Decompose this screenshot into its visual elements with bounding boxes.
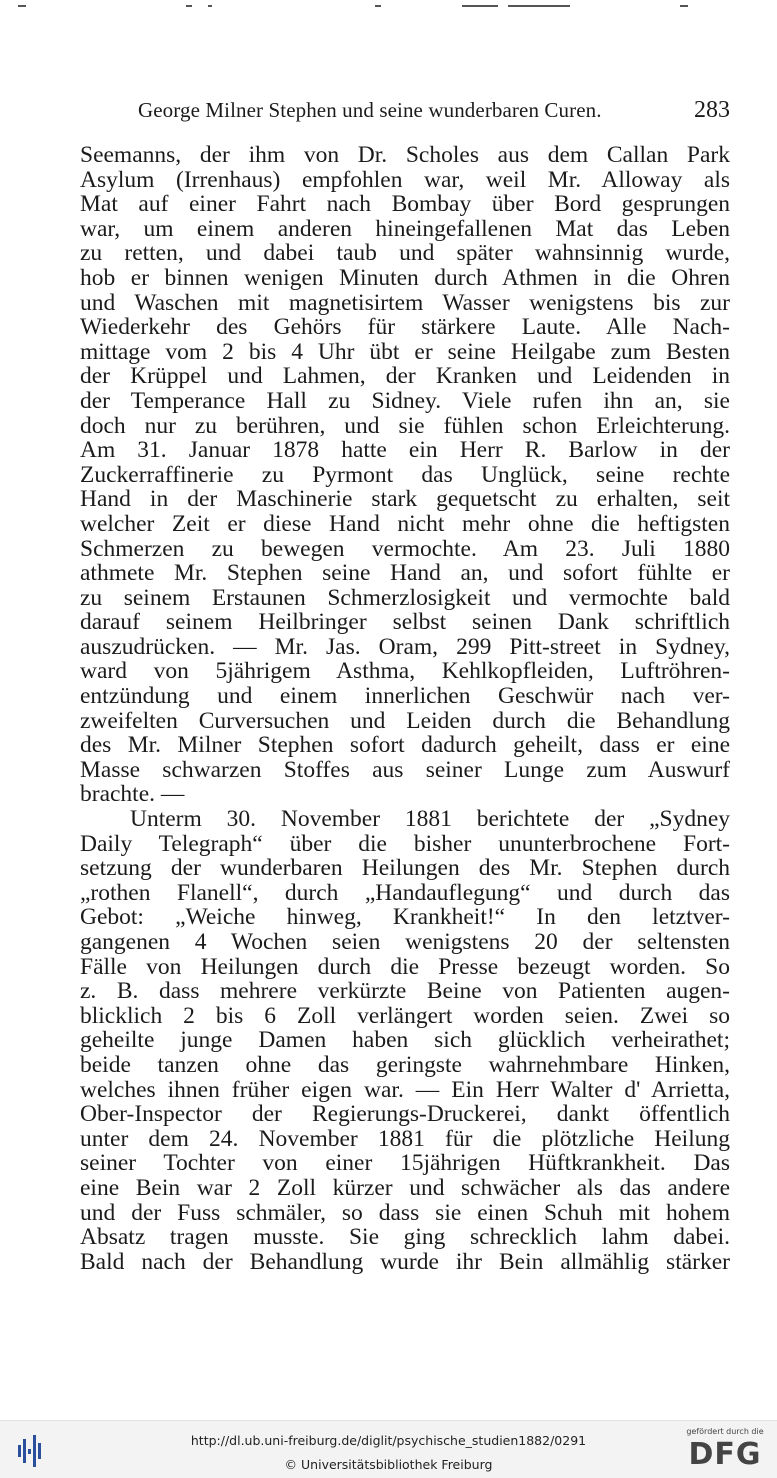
source-url-link[interactable]: http://dl.ub.uni-freiburg.de/diglit/psychische_studien1882/0291 bbox=[190, 1433, 587, 1448]
text-line: mittage vom 2 bis 4 Uhr übt er seine Heilgabe zum Besten bbox=[80, 339, 730, 365]
text-line: ward von 5jährigem Asthma, Kehlkopfleiden, Luftröhren- bbox=[80, 659, 730, 685]
text-line: des Mr. Milner Stephen sofort dadurch geheilt, dass er eine bbox=[80, 733, 730, 758]
text-line: unter dem 24. November 1881 für die plötzliche Heilung bbox=[80, 1126, 730, 1152]
text-line: welches ihnen früher eigen war. — Ein Herr Walter d' Arrietta, bbox=[80, 1077, 730, 1103]
dfg-caption: gefördert durch die bbox=[686, 1427, 764, 1436]
text-line: Absatz tragen musste. Sie ging schrecklich lahm dabei. bbox=[80, 1225, 730, 1250]
text-line: entzündung und einem innerlichen Geschwür nach ver- bbox=[80, 684, 730, 709]
dfg-logo-mark: DFG bbox=[688, 1437, 762, 1472]
text-line: Am 31. Januar 1878 hatte ein Herr R. Barlow in der bbox=[80, 438, 730, 463]
text-line: auszudrücken. — Mr. Jas. Oram, 299 Pitt-street in Sydney, bbox=[80, 634, 730, 660]
running-header bbox=[80, 95, 730, 125]
text-line: Schmerzen zu bewegen vermochte. Am 23. Juli 1880 bbox=[80, 536, 730, 562]
text-line: Mat auf einer Fahrt nach Bombay über Bord gesprungen bbox=[80, 192, 730, 217]
text-line: Unterm 30. November 1881 berichtete der „Sydney bbox=[130, 807, 730, 832]
text-line: Daily Telegraph“ über die bisher ununterbrochene Fort- bbox=[80, 831, 730, 857]
text-line: blicklich 2 bis 6 Zoll verlängert worden seien. Zwei so bbox=[80, 1003, 730, 1029]
body-text bbox=[80, 143, 730, 1274]
text-line: Seemanns, der ihm von Dr. Scholes aus dem Callan Park bbox=[80, 143, 730, 168]
text-line: „rothen Flanell“, durch „Handauflegung“ und durch das bbox=[80, 880, 730, 906]
text-line: welcher Zeit er diese Hand nicht mehr ohne die heftigsten bbox=[80, 511, 730, 537]
dfg-logo bbox=[683, 1427, 767, 1475]
text-line: beide tanzen ohne das geringste wahrnehmbare Hinken, bbox=[80, 1052, 730, 1078]
copyright-notice: © Universitätsbibliothek Freiburg bbox=[284, 1457, 493, 1472]
text-line: z. B. dass mehrere verkürzte Beine von Patienten augen- bbox=[80, 979, 730, 1004]
text-line: war, um einem anderen hineingefallenen Mat das Leben bbox=[80, 216, 730, 242]
text-line: Zuckerraffinerie zu Pyrmont das Unglück, seine rechte bbox=[80, 462, 730, 488]
text-line: zu seinem Erstaunen Schmerzlosigkeit und vermochte bald bbox=[80, 585, 730, 611]
text-line: gangenen 4 Wochen seien wenigstens 20 der seltensten bbox=[80, 930, 730, 955]
text-line: Asylum (Irrenhaus) empfohlen war, weil Mr. Alloway als bbox=[80, 167, 730, 193]
text-line: der Krüppel und Lahmen, der Kranken und Leidenden in bbox=[80, 364, 730, 389]
text-line: athmete Mr. Stephen seine Hand an, und sofort fühlte er bbox=[80, 561, 730, 586]
text-line: Hand in der Maschinerie stark gequetscht zu erhalten, seit bbox=[80, 487, 730, 512]
scan-edge-marks bbox=[0, 0, 777, 14]
text-line: geheilte junge Damen haben sich glücklich verheirathet; bbox=[80, 1028, 730, 1053]
running-title: George Milner Stephen und seine wunderbaren Curen. bbox=[138, 98, 602, 122]
text-line: und der Fuss schmäler, so dass sie einen Schuh mit hohem bbox=[80, 1200, 730, 1226]
text-line: seiner Tochter von einer 15jährigen Hüftkrankheit. Das bbox=[80, 1151, 730, 1176]
text-line: doch nur zu berühren, und sie fühlen schon Erleichterung. bbox=[80, 413, 730, 439]
text-line: darauf seinem Heilbringer selbst seinen Dank schriftlich bbox=[80, 610, 730, 635]
text-line: zweifelten Curversuchen und Leiden durch die Behandlung bbox=[80, 708, 730, 734]
text-line: hob er binnen wenigen Minuten durch Athmen in die Ohren bbox=[80, 265, 730, 291]
text-line: Ober-Inspector der Regierungs-Druckerei, dankt öffentlich bbox=[80, 1102, 730, 1127]
text-line: zu retten, und dabei taub und später wahnsinnig wurde, bbox=[80, 241, 730, 266]
text-line: Gebot: „Weiche hinweg, Krankheit!“ In den letztver- bbox=[80, 905, 730, 930]
text-line: Fälle von Heilungen durch die Presse bezeugt worden. So bbox=[80, 954, 730, 980]
text-line: Masse schwarzen Stoffes aus seiner Lunge zum Auswurf bbox=[80, 757, 730, 783]
text-line: Wiederkehr des Gehörs für stärkere Laute. Alle Nach- bbox=[80, 315, 730, 340]
text-line: brachte. — bbox=[80, 782, 185, 808]
viewer-footer bbox=[0, 1420, 777, 1478]
text-line: setzung der wunderbaren Heilungen des Mr. Stephen durch bbox=[80, 856, 730, 881]
text-line: der Temperance Hall zu Sidney. Viele rufen ihn an, sie bbox=[80, 388, 730, 414]
text-line: Bald nach der Behandlung wurde ihr Bein allmählig stärker bbox=[80, 1249, 730, 1275]
text-line: und Waschen mit magnetisirtem Wasser wenigstens bis zur bbox=[80, 290, 730, 316]
page-number: 283 bbox=[694, 97, 730, 123]
text-line: eine Bein war 2 Zoll kürzer und schwächer als das andere bbox=[80, 1175, 730, 1201]
